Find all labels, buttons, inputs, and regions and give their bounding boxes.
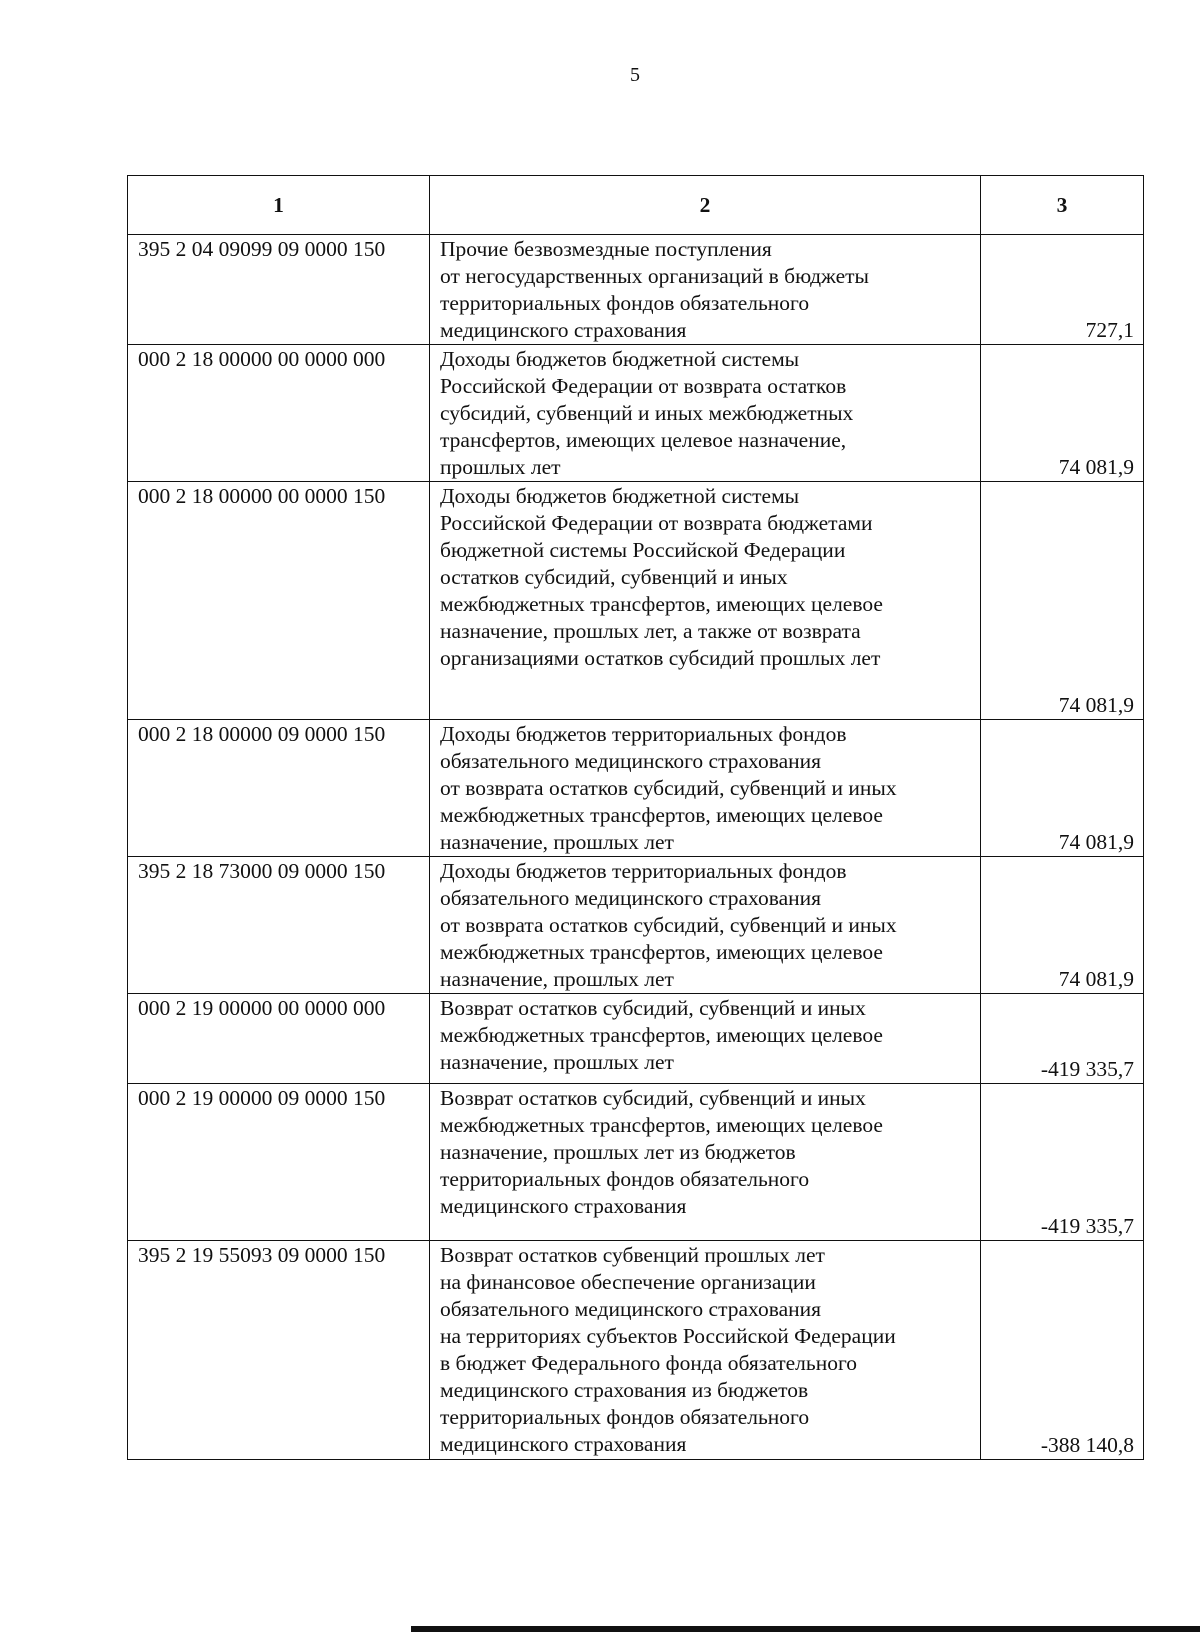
budget-code: 395 2 18 73000 09 0000 150 xyxy=(128,857,430,994)
budget-code: 000 2 18 00000 00 0000 150 xyxy=(128,482,430,720)
revenue-name-line: обязательного медицинского страхования xyxy=(440,886,822,910)
amount-value: 74 081,9 xyxy=(981,482,1144,720)
column-header-value: 3 xyxy=(981,176,1144,235)
revenue-name-line: назначение, прошлых лет xyxy=(440,1050,674,1074)
table-body xyxy=(128,235,1144,1460)
revenue-name-line: назначение, прошлых лет из бюджетов xyxy=(440,1140,796,1164)
revenue-name-line: межбюджетных трансфертов, имеющих целевое xyxy=(440,1023,883,1047)
revenue-name-line: назначение, прошлых лет xyxy=(440,830,674,854)
revenue-name xyxy=(430,482,981,720)
revenue-name-line: от возврата остатков субсидий, субвенций и иных xyxy=(440,913,897,937)
table-row xyxy=(128,482,1144,720)
revenue-name-line: Прочие безвозмездные поступления xyxy=(440,237,772,261)
revenue-name-line: Доходы бюджетов бюджетной системы xyxy=(440,347,800,371)
budget-code: 395 2 19 55093 09 0000 150 xyxy=(128,1241,430,1460)
amount-value: 74 081,9 xyxy=(981,720,1144,857)
revenue-name-line: медицинского страхования xyxy=(440,318,687,342)
revenue-name-line: прошлых лет xyxy=(440,455,561,479)
revenue-name-line: межбюджетных трансфертов, имеющих целевое xyxy=(440,1113,883,1137)
revenue-name-line: территориальных фондов обязательного xyxy=(440,1167,810,1191)
revenue-name-line: Возврат остатков субсидий, субвенций и иных xyxy=(440,996,866,1020)
revenue-name xyxy=(430,235,981,345)
revenue-name-line: межбюджетных трансфертов, имеющих целевое xyxy=(440,803,883,827)
budget-code: 000 2 19 00000 00 0000 000 xyxy=(128,994,430,1084)
amount-value: 74 081,9 xyxy=(981,857,1144,994)
table-row xyxy=(128,994,1144,1084)
revenue-name-line: Доходы бюджетов бюджетной системы xyxy=(440,484,800,508)
page-number: 5 xyxy=(630,64,640,86)
table-row xyxy=(128,857,1144,994)
revenue-name-line: Доходы бюджетов территориальных фондов xyxy=(440,722,847,746)
revenue-name xyxy=(430,345,981,482)
budget-code: 395 2 04 09099 09 0000 150 xyxy=(128,235,430,345)
budget-code: 000 2 18 00000 00 0000 000 xyxy=(128,345,430,482)
revenue-name-line: межбюджетных трансфертов, имеющих целевое xyxy=(440,940,883,964)
revenue-name-line: организациями остатков субсидий прошлых лет xyxy=(440,646,881,670)
revenue-name-line: Российской Федерации от возврата остатков xyxy=(440,374,847,398)
revenue-name-line: остатков субсидий, субвенций и иных xyxy=(440,565,788,589)
revenue-name xyxy=(430,857,981,994)
revenue-name-line: межбюджетных трансфертов, имеющих целевое xyxy=(440,592,883,616)
revenue-name-line: Возврат остатков субвенций прошлых лет xyxy=(440,1243,825,1267)
revenue-name-line: Возврат остатков субсидий, субвенций и иных xyxy=(440,1086,866,1110)
table-row xyxy=(128,1084,1144,1241)
table-header-row xyxy=(128,176,1144,235)
revenue-name-line: назначение, прошлых лет, а также от возврата xyxy=(440,619,861,643)
amount-value: -419 335,7 xyxy=(981,1084,1144,1241)
revenue-name-line: территориальных фондов обязательного xyxy=(440,1405,810,1429)
revenue-name-line: субсидий, субвенций и иных межбюджетных xyxy=(440,401,854,425)
revenue-name-line: медицинского страхования xyxy=(440,1432,687,1456)
revenue-name-line: на территориях субъектов Российской Федерации xyxy=(440,1324,896,1348)
revenue-name-line: обязательного медицинского страхования xyxy=(440,749,822,773)
revenue-name-line: от негосударственных организаций в бюджеты xyxy=(440,264,869,288)
amount-value: -419 335,7 xyxy=(981,994,1144,1084)
revenue-name-line: назначение, прошлых лет xyxy=(440,967,674,991)
revenue-name-line: медицинского страхования xyxy=(440,1194,687,1218)
bottom-scan-rule xyxy=(411,1626,1200,1632)
revenue-name-line: бюджетной системы Российской Федерации xyxy=(440,538,846,562)
table-row xyxy=(128,235,1144,345)
amount-value: 727,1 xyxy=(981,235,1144,345)
revenue-name-line: на финансовое обеспечение организации xyxy=(440,1270,816,1294)
revenue-name-line: в бюджет Федерального фонда обязательного xyxy=(440,1351,857,1375)
budget-code: 000 2 19 00000 09 0000 150 xyxy=(128,1084,430,1241)
revenue-name-line: трансфертов, имеющих целевое назначение, xyxy=(440,428,847,452)
table-row xyxy=(128,1241,1144,1460)
revenue-name-line: территориальных фондов обязательного xyxy=(440,291,810,315)
revenue-name-line: обязательного медицинского страхования xyxy=(440,1297,822,1321)
revenue-name-line: Российской Федерации от возврата бюджетами xyxy=(440,511,873,535)
revenue-name-line: медицинского страхования из бюджетов xyxy=(440,1378,809,1402)
amount-value: 74 081,9 xyxy=(981,345,1144,482)
revenue-name-line: от возврата остатков субсидий, субвенций и иных xyxy=(440,776,897,800)
column-header-name: 2 xyxy=(430,176,981,235)
revenue-name-line: Доходы бюджетов территориальных фондов xyxy=(440,859,847,883)
budget-table xyxy=(127,175,1144,1460)
column-header-code: 1 xyxy=(128,176,430,235)
revenue-name xyxy=(430,720,981,857)
revenue-name xyxy=(430,994,981,1084)
revenue-name xyxy=(430,1241,981,1460)
table-row xyxy=(128,720,1144,857)
budget-code: 000 2 18 00000 09 0000 150 xyxy=(128,720,430,857)
amount-value: -388 140,8 xyxy=(981,1241,1144,1460)
revenue-name xyxy=(430,1084,981,1241)
table-row xyxy=(128,345,1144,482)
